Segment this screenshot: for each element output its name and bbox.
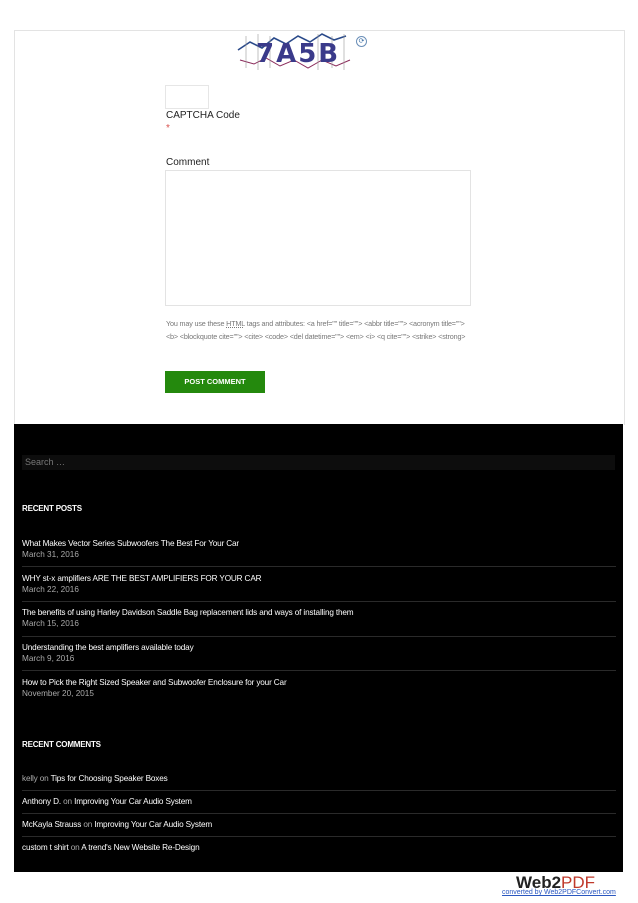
recent-post-item[interactable] (22, 573, 616, 602)
recent-posts-title: RECENT POSTS (22, 504, 82, 513)
comment-author[interactable]: kelly (22, 774, 38, 783)
comment-author[interactable]: Anthony D. (22, 797, 62, 806)
allowed-tags-prefix: You may use these (166, 319, 227, 328)
recent-post-date: March 15, 2016 (22, 619, 79, 628)
comment-author[interactable]: McKayla Strauss (22, 820, 82, 829)
comment-post-link[interactable]: Tips for Choosing Speaker Boxes (50, 774, 168, 783)
refresh-captcha-icon[interactable]: ⟳ (356, 36, 367, 47)
recent-post-title[interactable]: WHY st-x amplifiers ARE THE BEST AMPLIFIERS FOR YOUR CAR (22, 574, 262, 583)
recent-post-title[interactable]: Understanding the best amplifiers available today (22, 643, 194, 652)
logo-web: Web (516, 873, 552, 892)
search-input[interactable]: Search … (22, 455, 615, 470)
comment-post-link[interactable]: Improving Your Car Audio System (74, 797, 192, 806)
allowed-tags-note (166, 318, 472, 343)
post-comment-button[interactable]: POST COMMENT (165, 371, 265, 393)
comment-post-link[interactable]: A trend's New Website Re-Design (81, 843, 200, 852)
recent-post-item[interactable] (22, 677, 616, 702)
comment-on: on (39, 774, 49, 783)
recent-post-date: November 20, 2015 (22, 689, 94, 698)
allowed-tags-list: tags and attributes: <a href="" title=""> <abbr title=""> <acronym title=""> <b> <blockquote cite=""> <cite> <code> <del datetime=""> <em> <i> <q cite=""> <strike> <strong> (166, 319, 466, 341)
comment-textarea[interactable] (165, 170, 471, 306)
recent-post-title[interactable]: The benefits of using Harley Davidson Saddle Bag replacement lids and ways of installing them (22, 608, 354, 617)
recent-comment-item (22, 842, 616, 856)
recent-comment-item (22, 819, 616, 837)
recent-post-title[interactable]: What Makes Vector Series Subwoofers The Best For Your Car (22, 539, 240, 548)
converted-by-link[interactable]: converted by Web2PDFConvert.com (502, 889, 616, 896)
required-mark: * (166, 123, 170, 134)
html-abbr: HTML (226, 319, 245, 328)
recent-post-item[interactable] (22, 642, 616, 671)
logo-num: 2 (551, 873, 562, 892)
recent-post-date: March 31, 2016 (22, 550, 79, 559)
comment-on: on (83, 820, 93, 829)
comment-on: on (70, 843, 80, 852)
captcha-image (236, 30, 354, 72)
comment-post-link[interactable]: Improving Your Car Audio System (94, 820, 213, 829)
recent-post-title[interactable]: How to Pick the Right Sized Speaker and Subwoofer Enclosure for your Car (22, 678, 287, 687)
recent-post-date: March 9, 2016 (22, 654, 75, 663)
comment-label: Comment (166, 157, 210, 168)
comment-on: on (63, 797, 72, 806)
recent-comment-item (22, 796, 616, 814)
comment-author[interactable]: custom t shirt (22, 843, 69, 852)
widget-area (14, 424, 623, 872)
recent-post-date: March 22, 2016 (22, 585, 79, 594)
captcha-input[interactable] (165, 85, 209, 109)
recent-comments-title: RECENT COMMENTS (22, 740, 101, 749)
captcha-text: 7A5B (256, 39, 341, 69)
captcha-label: CAPTCHA Code (166, 110, 240, 121)
recent-post-item[interactable] (22, 607, 616, 637)
web2pdf-badge[interactable] (502, 873, 616, 903)
recent-comment-item (22, 773, 616, 791)
recent-post-item[interactable] (22, 538, 616, 567)
logo-pdf: PDF (561, 873, 596, 892)
